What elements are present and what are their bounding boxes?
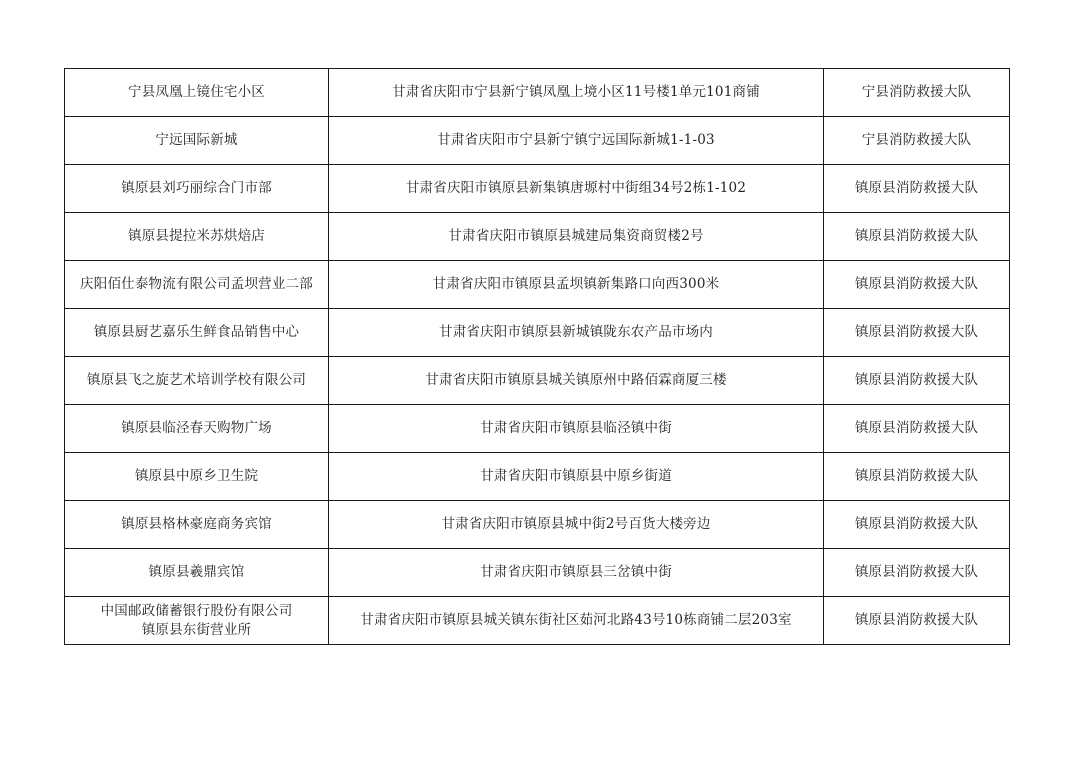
cell-responsible-team: 镇原县消防救援大队 bbox=[824, 501, 1010, 549]
cell-responsible-team: 镇原县消防救援大队 bbox=[824, 597, 1010, 645]
table-row bbox=[65, 549, 1010, 597]
cell-responsible-team: 镇原县消防救援大队 bbox=[824, 309, 1010, 357]
table-row bbox=[65, 213, 1010, 261]
cell-unit-name: 庆阳佰仕泰物流有限公司孟坝营业二部 bbox=[65, 261, 329, 309]
table-row bbox=[65, 117, 1010, 165]
cell-responsible-team: 镇原县消防救援大队 bbox=[824, 405, 1010, 453]
cell-unit-name: 镇原县刘巧丽综合门市部 bbox=[65, 165, 329, 213]
cell-unit-name: 镇原县羲鼎宾馆 bbox=[65, 549, 329, 597]
table-row bbox=[65, 165, 1010, 213]
table-row bbox=[65, 501, 1010, 549]
cell-responsible-team: 镇原县消防救援大队 bbox=[824, 165, 1010, 213]
cell-address: 甘肃省庆阳市镇原县三岔镇中街 bbox=[329, 549, 824, 597]
cell-address: 甘肃省庆阳市镇原县城关镇原州中路佰霖商厦三楼 bbox=[329, 357, 824, 405]
cell-address: 甘肃省庆阳市镇原县孟坝镇新集路口向西300米 bbox=[329, 261, 824, 309]
table-row bbox=[65, 261, 1010, 309]
cell-unit-name: 镇原县提拉米苏烘焙店 bbox=[65, 213, 329, 261]
cell-unit-name: 镇原县格林豪庭商务宾馆 bbox=[65, 501, 329, 549]
cell-address: 甘肃省庆阳市镇原县中原乡街道 bbox=[329, 453, 824, 501]
cell-address: 甘肃省庆阳市镇原县城建局集资商贸楼2号 bbox=[329, 213, 824, 261]
inspection-table bbox=[64, 68, 1010, 645]
cell-unit-name: 镇原县临泾春天购物广场 bbox=[65, 405, 329, 453]
table-row bbox=[65, 357, 1010, 405]
table-row bbox=[65, 69, 1010, 117]
cell-unit-name: 镇原县厨艺嘉乐生鲜食品销售中心 bbox=[65, 309, 329, 357]
cell-responsible-team: 镇原县消防救援大队 bbox=[824, 261, 1010, 309]
cell-address: 甘肃省庆阳市镇原县城中街2号百货大楼旁边 bbox=[329, 501, 824, 549]
cell-address: 甘肃省庆阳市宁县新宁镇凤凰上境小区11号楼1单元101商铺 bbox=[329, 69, 824, 117]
table-row bbox=[65, 405, 1010, 453]
table-row bbox=[65, 597, 1010, 645]
cell-address: 甘肃省庆阳市镇原县城关镇东街社区茹河北路43号10栋商铺二层203室 bbox=[329, 597, 824, 645]
cell-unit-name: 宁远国际新城 bbox=[65, 117, 329, 165]
cell-unit-name: 镇原县飞之旋艺术培训学校有限公司 bbox=[65, 357, 329, 405]
table-row bbox=[65, 309, 1010, 357]
table-row bbox=[65, 453, 1010, 501]
cell-responsible-team: 宁县消防救援大队 bbox=[824, 69, 1010, 117]
cell-address: 甘肃省庆阳市镇原县新城镇陇东农产品市场内 bbox=[329, 309, 824, 357]
cell-address: 甘肃省庆阳市镇原县新集镇唐塬村中街组34号2栋1-102 bbox=[329, 165, 824, 213]
cell-responsible-team: 镇原县消防救援大队 bbox=[824, 357, 1010, 405]
cell-address: 甘肃省庆阳市镇原县临泾镇中街 bbox=[329, 405, 824, 453]
cell-responsible-team: 镇原县消防救援大队 bbox=[824, 213, 1010, 261]
cell-responsible-team: 镇原县消防救援大队 bbox=[824, 549, 1010, 597]
cell-responsible-team: 镇原县消防救援大队 bbox=[824, 453, 1010, 501]
cell-unit-name: 中国邮政储蓄银行股份有限公司 镇原县东街营业所 bbox=[65, 597, 329, 645]
cell-address: 甘肃省庆阳市宁县新宁镇宁远国际新城1-1-03 bbox=[329, 117, 824, 165]
cell-unit-name: 镇原县中原乡卫生院 bbox=[65, 453, 329, 501]
cell-unit-name: 宁县凤凰上镜住宅小区 bbox=[65, 69, 329, 117]
cell-responsible-team: 宁县消防救援大队 bbox=[824, 117, 1010, 165]
